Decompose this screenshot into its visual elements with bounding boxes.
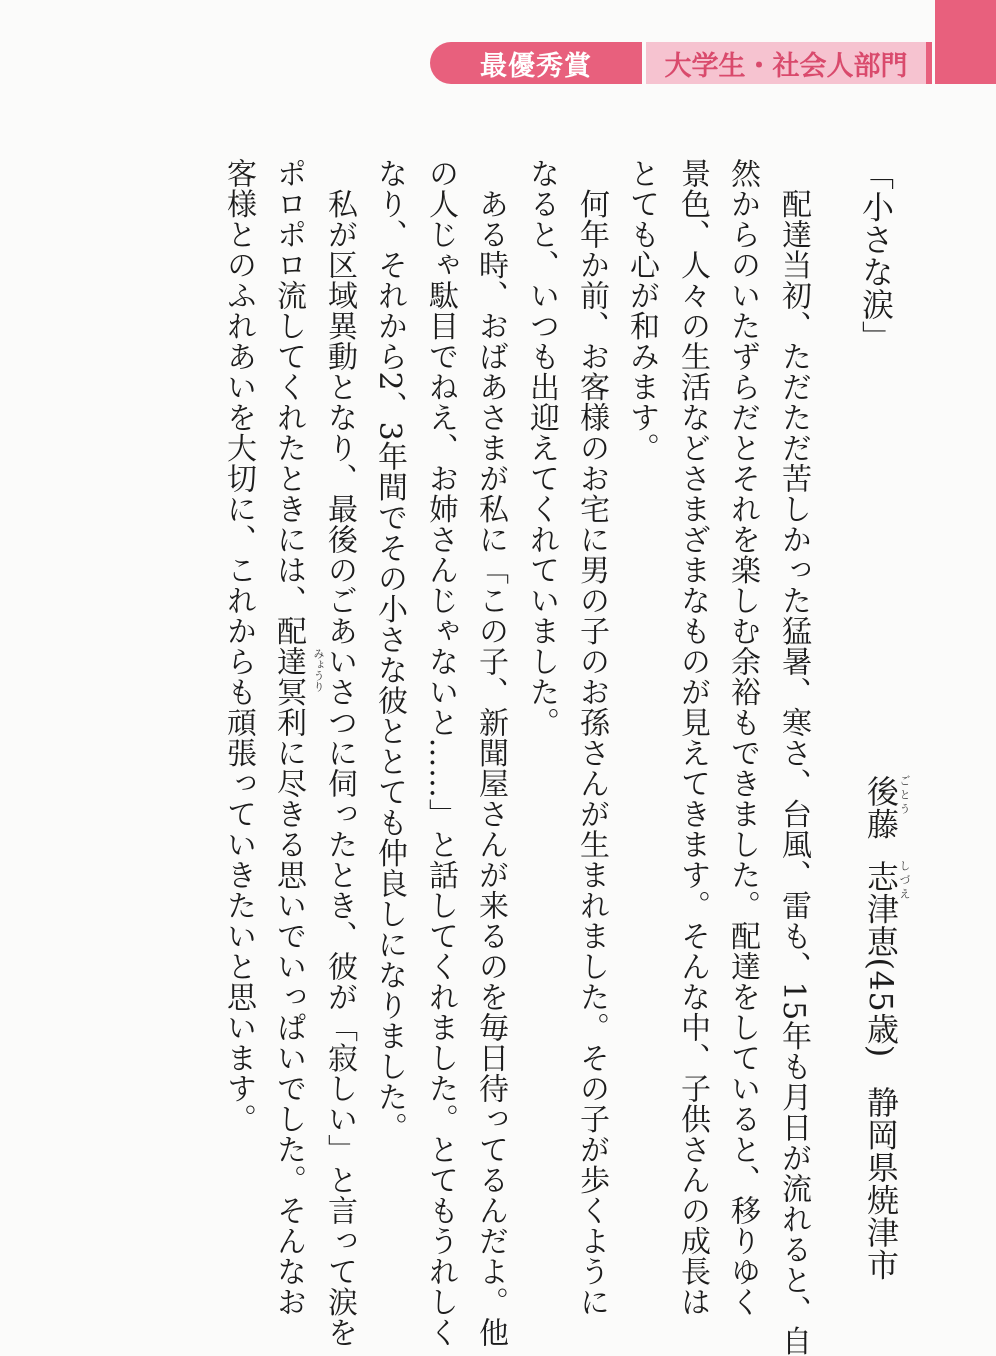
author-age: (45歳) xyxy=(862,957,900,1058)
author-location: 静岡県焼津市 xyxy=(862,1085,900,1281)
body-line-1: 配達当初、ただただ苦しかった猛暑、寒さ、台風、雷も、15年も月日が流れると、自 xyxy=(776,158,811,1356)
body-line-6: なると、いつも出迎えてくれていました。 xyxy=(524,158,559,738)
award-label: 最優秀賞 xyxy=(430,42,642,84)
body-line-7: ある時、おばあさまが私に「この子、新聞屋さんが来るのを毎日待ってるんだよ。他 xyxy=(473,158,508,1348)
author-byline xyxy=(862,775,911,1281)
author-given-name: 志津恵 しづえ xyxy=(862,860,911,958)
author-family-name: 後藤 ごとう xyxy=(862,775,911,840)
award-header xyxy=(430,42,932,84)
author-family-reading: ごとう xyxy=(898,775,911,817)
ruby-myouri: みょうり xyxy=(312,648,325,692)
body-line-5: 何年か前、お客様のお宅に男の子のお孫さんが生まれました。その子が歩くように xyxy=(574,158,609,1317)
body-line-2: 然からのいたずらだとそれを楽しむ余裕もできました。配達をしていると、移りゆく xyxy=(725,158,760,1317)
body-line-9: なり、それから2、3年間でその小さな彼ととても仲良しになりました。 xyxy=(372,158,407,1143)
body-line-12: 客様とのふれあいを大切に、これからも頑張っていきたいと思います。 xyxy=(221,158,256,1134)
department-label: 大学生・社会人部門 xyxy=(646,42,926,84)
essay-title: 「小さな涙」 xyxy=(857,158,895,353)
body-line-11: ポロポロ流してくれたときには、配達冥利に尽きる思いでいっぱいでした。そんなお xyxy=(271,158,306,1317)
body-line-4: とても心が和みます。 xyxy=(624,158,659,463)
page-edge-tab xyxy=(935,0,996,84)
award-end-cap xyxy=(926,42,932,84)
body-line-3: 景色、人々の生活などさまざまなものが見えてきます。そんな中、子供さんの成長は xyxy=(675,158,710,1317)
author-given-reading: しづえ xyxy=(898,860,911,902)
body-line-10: 私が区域異動となり、最後のごあいさつに伺ったとき、彼が「寂しい」と言って涙を xyxy=(322,158,357,1348)
body-line-8: の人じゃ駄目でねえ、お姉さんじゃないと……」と話してくれました。とてもうれしく xyxy=(423,158,458,1348)
